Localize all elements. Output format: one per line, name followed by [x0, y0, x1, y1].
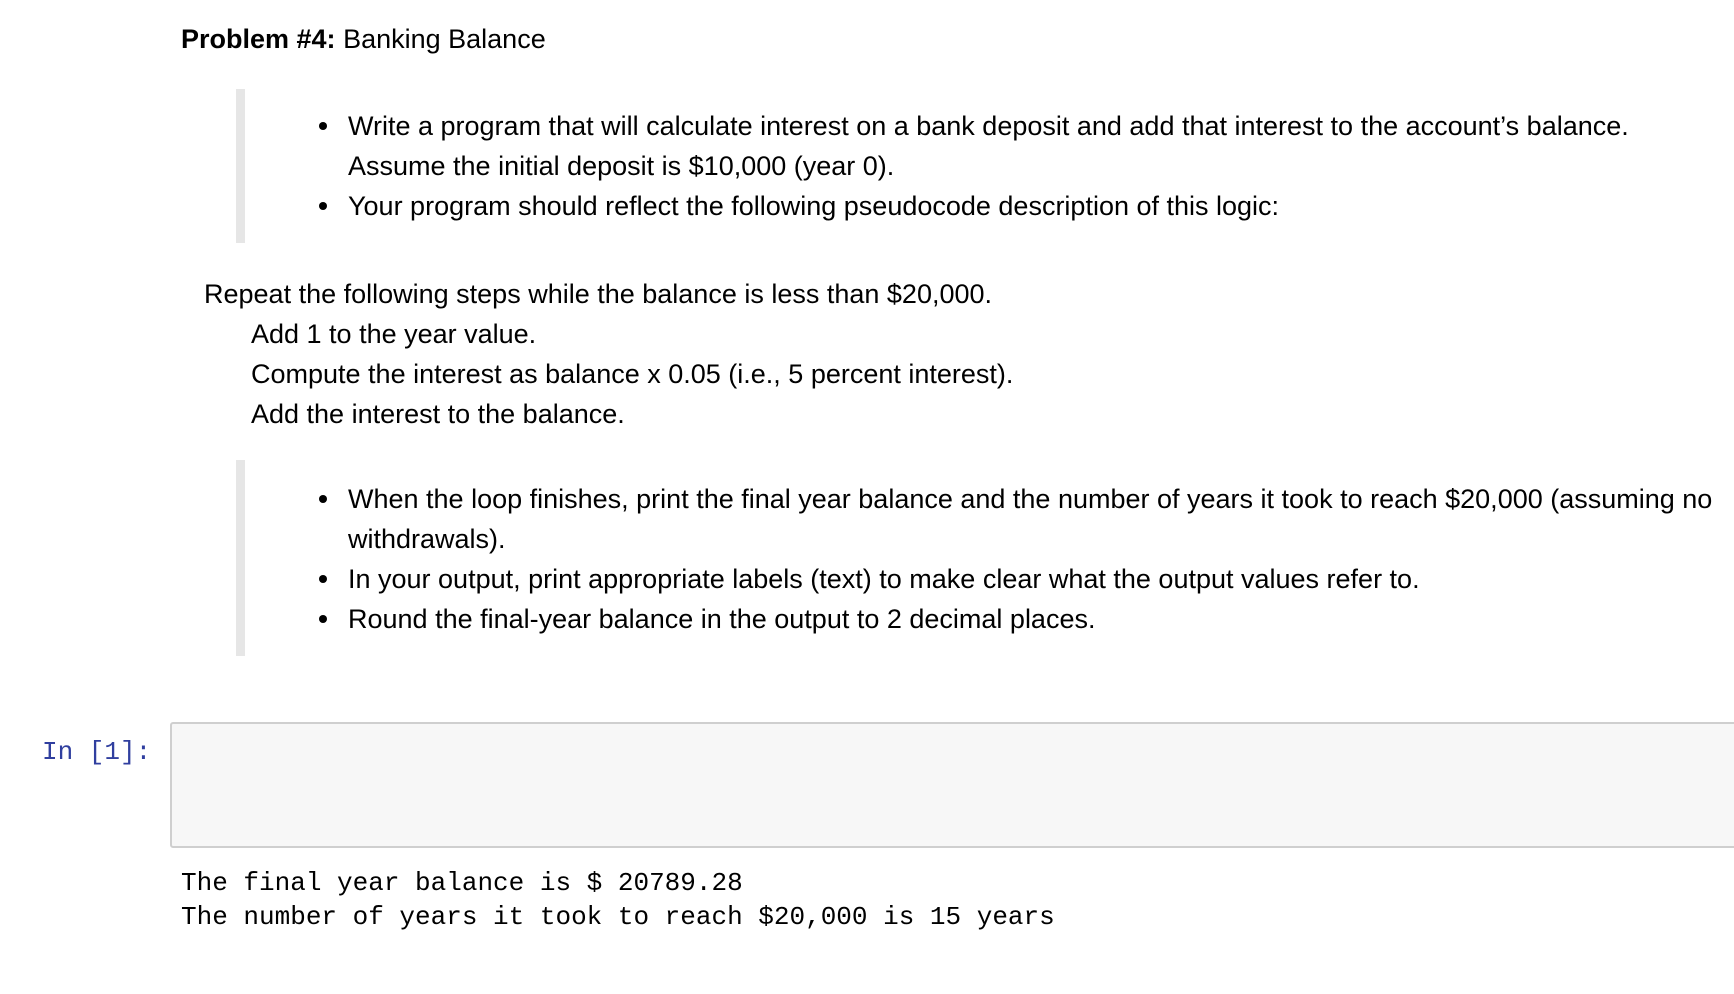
- list-item: When the loop finishes, print the final year balance and the number of years it took to reach $20,000 (assuming no withdrawals).: [245, 479, 1725, 559]
- list-item: Round the final-year balance in the output to 2 decimal places.: [245, 599, 1725, 639]
- code-input-area[interactable]: [170, 722, 1734, 848]
- input-prompt: In [1]:: [42, 737, 152, 767]
- pseudocode-block: [204, 274, 1013, 434]
- cell-output: [181, 866, 1055, 934]
- instructions-blockquote-top: [236, 89, 1725, 243]
- output-line: The number of years it took to reach $20,000 is 15 years: [181, 902, 1055, 932]
- pseudocode-lead: Repeat the following steps while the balance is less than $20,000.: [204, 279, 993, 309]
- pseudocode-step: Add the interest to the balance.: [251, 399, 625, 429]
- pseudocode-step: Compute the interest as balance x 0.05 (i.e., 5 percent interest).: [251, 359, 1014, 389]
- list-item: Write a program that will calculate interest on a bank deposit and add that interest to the account’s balance. Assume the initial deposit is $10,000 (year 0).: [245, 106, 1725, 186]
- list-item: In your output, print appropriate labels (text) to make clear what the output values refer to.: [245, 559, 1725, 599]
- instructions-list-bottom: [245, 460, 1725, 639]
- output-line: The final year balance is $ 20789.28: [181, 868, 743, 898]
- instructions-list-top: [245, 89, 1725, 226]
- problem-title-text: Banking Balance: [335, 24, 546, 54]
- instructions-blockquote-bottom: [236, 460, 1725, 656]
- list-item: Your program should reflect the following pseudocode description of this logic:: [245, 186, 1725, 226]
- problem-title: [181, 22, 546, 56]
- pseudocode-step: Add 1 to the year value.: [251, 319, 537, 349]
- problem-title-bold: Problem #4:: [181, 24, 336, 54]
